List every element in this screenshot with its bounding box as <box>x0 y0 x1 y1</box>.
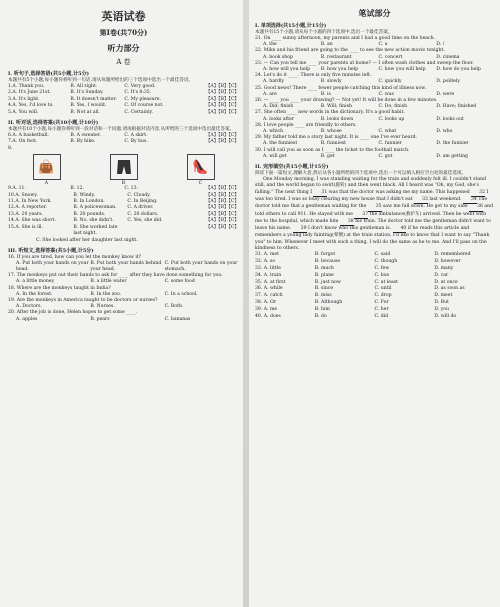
option-a: A. You will. <box>12 109 39 115</box>
question-number: 12. <box>8 205 16 211</box>
option: B. him <box>314 306 330 312</box>
option-a: A. Snowy. <box>15 192 38 198</box>
question-options <box>255 141 494 147</box>
question-stem: 16. If you are tired, how can you let the monkey know it? <box>8 254 142 260</box>
option-c: C. In Beijing. <box>127 199 158 205</box>
answer-marks: 【A】【B】【C】 <box>205 205 239 211</box>
option: B. funniest <box>320 141 347 147</box>
cloze-passage <box>255 177 494 252</box>
question-number: 4. <box>8 103 13 109</box>
option-b: B. Windy. <box>73 192 96 198</box>
option: C. what <box>378 129 397 135</box>
option-b: B. 12. <box>70 186 84 192</box>
option-b: B. By bike. <box>70 139 96 145</box>
cloze-choice-row <box>255 293 494 300</box>
option: C. For <box>374 299 389 305</box>
question-stem: 22. Mike and his friend are going to the ____ to see the new action movie tonight. <box>255 48 445 54</box>
option: 34. A. train <box>255 272 282 278</box>
option: D. remembered <box>434 252 471 258</box>
option: C. Do; finish <box>378 104 408 110</box>
question-number: 13. <box>8 211 16 217</box>
option: D. were <box>436 91 455 97</box>
option: D. cinema <box>436 54 460 60</box>
option: A. In the forest. <box>16 291 53 297</box>
option: C. few <box>374 265 390 271</box>
option: 40. A. does <box>255 313 281 319</box>
question-options <box>255 154 494 160</box>
option: 37. A. catch <box>255 293 283 299</box>
option-a: A. It's light. <box>12 96 40 102</box>
option: A. are <box>263 91 277 97</box>
option: B. looks down <box>320 116 354 122</box>
s3-heading: III. 听短文,选择答案(共5小题,计5分) <box>8 247 94 254</box>
option-c: C. My pleasure. <box>124 96 161 102</box>
option-a: A. In New York. <box>15 199 52 205</box>
question-number: 6. <box>8 133 13 139</box>
question-stem: 20. After the job is done, Helen hopes to get some ____. <box>8 310 137 316</box>
cloze-choice-row <box>255 266 494 273</box>
option: A. will get <box>263 153 287 159</box>
option-a: A. On foot. <box>12 139 38 145</box>
section1-title: 第Ⅰ卷(共70分) <box>99 28 148 37</box>
q8-picture-labels: A B C <box>44 181 203 187</box>
option: B. miss <box>314 293 332 299</box>
option: C. how you will help <box>378 67 426 73</box>
question-options <box>8 292 239 298</box>
question-stem: 23. — Can you tell me ____ your parents at home? — I often wash clothes and sweep the floor. <box>255 60 474 66</box>
question-number: 10. <box>8 192 16 198</box>
option-a: A. She was short. <box>15 218 56 224</box>
question-number: 2. <box>8 90 13 96</box>
option: A. Put both your hands on your head. <box>16 260 89 272</box>
option: B. just now <box>314 279 341 285</box>
option-b: B. In London. <box>73 199 105 205</box>
cloze-instructions: 阅读下面一篇短文,理解大意,然后从各小题所给的四个选项中,选出一个可以填入相应空白处的最佳选项。 <box>255 171 467 177</box>
option: B. much <box>314 265 334 271</box>
option: D. car <box>434 272 449 278</box>
option: A. hardly <box>263 79 285 85</box>
question-number: 1. <box>8 84 13 89</box>
option: D. the funnier <box>436 141 469 147</box>
answer-marks: 【A】【B】【C】 <box>205 84 239 89</box>
option: A. apples <box>16 316 38 322</box>
answer-marks: 【A】【B】【C】 <box>205 90 239 96</box>
question-options <box>8 279 239 285</box>
option-a: A. Yes, I'd love to. <box>12 103 54 109</box>
option-c: C. Certainly. <box>124 109 154 115</box>
mc-heading: I. 单项选择(共15小题,计15分) <box>255 23 327 29</box>
option-c: C. A skirt. <box>124 133 148 139</box>
option: B. a little water <box>90 279 127 285</box>
option: D. however <box>434 259 461 265</box>
question-number: 9. <box>8 186 13 192</box>
cloze-choice-row <box>255 273 494 280</box>
option: C. though <box>374 259 398 265</box>
answer-marks: 【A】【B】【C】 <box>205 103 239 109</box>
option: B. plane <box>314 272 334 278</box>
written-title: 笔试部分 <box>358 8 391 18</box>
answer-marks: 【A】【B】【C】 <box>205 192 239 198</box>
option-b: B. It doesn't matter. <box>70 96 117 102</box>
s2-question-list-2 <box>8 186 239 237</box>
option: B. Put both your hands behind your head. <box>90 260 162 272</box>
cloze-choice-row <box>255 300 494 307</box>
answer-marks: 【A】【B】【C】 <box>205 186 239 192</box>
option: A. a little money <box>16 279 55 285</box>
cloze-blank: 40 <box>393 226 407 233</box>
high-heel-icon: 👠 <box>187 154 215 180</box>
question-options <box>255 117 494 123</box>
option: D. meet <box>434 293 453 299</box>
option-a: A. A reporter. <box>15 205 47 211</box>
s1-question-list <box>8 84 239 116</box>
question-number: 7. <box>8 139 13 145</box>
option: A. which <box>263 129 284 135</box>
question-stem: 29. My father told me a story last night. It is ____ one I've ever heard. <box>255 135 418 141</box>
question-number: 3. <box>8 96 13 102</box>
option: D. who <box>436 129 453 135</box>
cloze-blank: 37 <box>354 212 368 219</box>
question-stem: 28. I love people ____ are friendly to others. <box>255 122 357 128</box>
question-options <box>255 79 494 85</box>
cloze-choices <box>255 252 494 320</box>
question-number: 5. <box>8 109 13 115</box>
option: A. the <box>263 42 277 48</box>
option: 31. A. met <box>255 252 279 258</box>
option: C. concert <box>378 54 403 60</box>
cloze-blank: 31 <box>313 190 327 197</box>
cloze-choice-row <box>255 314 494 321</box>
option: C. bus <box>374 272 390 278</box>
question-row <box>8 225 239 238</box>
option: B. do <box>314 313 327 319</box>
option: C. looks up <box>378 116 405 122</box>
option-a: A. 20 years. <box>15 211 43 217</box>
option: D. looks out <box>436 116 464 122</box>
option: C. at least <box>374 279 398 285</box>
option: A. the funniest <box>263 141 298 147</box>
option: B. since <box>314 286 334 292</box>
option: B. pears <box>90 316 110 322</box>
question-stem: 19. Are the monkeys in America taught to be doctors or nurses? <box>8 297 158 303</box>
option: B. get <box>320 153 335 159</box>
option: B. Although <box>314 299 343 305</box>
question-stem: 18. Where are the monkeys taught in India? <box>8 285 111 291</box>
s2-heading: II. 听对话,选择答案(共10小题,计10分) <box>8 120 99 127</box>
option-b: B. All right. <box>70 84 98 89</box>
answer-marks: 【A】【B】【C】 <box>205 139 239 145</box>
answer-marks: 【A】【B】【C】 <box>205 224 239 230</box>
option: 36. A. while <box>255 286 283 292</box>
option: C. a <box>378 42 388 48</box>
question-stem: 26. — ____ you ____ your drawing? — Not yet! It will be done in a few minutes. <box>255 98 438 104</box>
option-c: C. Yes, she did. <box>127 218 163 224</box>
option: 38. A. Or <box>255 299 276 305</box>
cloze-blank: 38 <box>340 219 354 226</box>
cloze-blank: 32 <box>471 190 485 197</box>
cloze-choice-row <box>255 259 494 266</box>
option-c: C. 20 dollars. <box>127 211 159 217</box>
option-b: B. A policewoman. <box>73 205 117 211</box>
cloze-blank: 34 <box>463 197 477 204</box>
option-a: A. 11. <box>12 186 26 192</box>
option: 35. A. at first <box>255 279 286 285</box>
answer-marks: 【A】【B】【C】 <box>205 96 239 102</box>
option: C. quickly <box>378 79 402 85</box>
option: B. is <box>320 91 331 97</box>
answer-marks: 【A】【B】【C】 <box>205 211 239 217</box>
exam-title: 英语试卷 <box>101 10 146 23</box>
option-b: B. No, she didn't. <box>73 218 114 224</box>
option: B. an <box>320 42 333 48</box>
option: B. whose <box>320 129 342 135</box>
option: C. was <box>378 91 394 97</box>
option-c: C. Very good. <box>124 84 156 89</box>
cloze-blank: 33 <box>414 197 428 204</box>
option: C. until <box>374 286 392 292</box>
question-stem: 17. The monkeys put out their hands to ask for ____ after they have done something for you. <box>8 273 223 279</box>
option: A. Doctors. <box>16 304 42 310</box>
question-options <box>255 55 494 61</box>
option: B. forgot <box>314 252 336 258</box>
s2-question-list <box>8 133 239 146</box>
answer-marks: 【A】【B】【C】 <box>205 199 239 205</box>
option: 32. A. so <box>255 259 276 265</box>
option: B. In the zoo. <box>90 291 122 297</box>
question-options <box>8 261 239 273</box>
option-b: B. Not at all. <box>70 109 100 115</box>
option-c: C. Of course not. <box>124 103 164 109</box>
option: B. Will; finish <box>320 104 352 110</box>
s2-instructions: 本题共有10个小题,每小题你将听到一段对话和一个问题,请再根据对话内容,从所给的三个选项中选出最佳答案。 <box>8 127 235 133</box>
cloze-choice-row <box>255 307 494 314</box>
option: D. Have; finished <box>436 104 477 110</box>
option: 39. A. me <box>255 306 278 312</box>
question-stem: 30. I will call you as soon as I ____ the ticket to the football match. <box>255 147 410 153</box>
option: C. In a school. <box>164 291 198 297</box>
option: B. because <box>314 259 341 265</box>
cloze-heading: II. 完形填空(共15小题,计15分) <box>255 164 329 171</box>
q8-pictures <box>8 154 239 180</box>
option: C. Put both your hands on your stomach. <box>164 260 238 272</box>
cloze-blank: 39 <box>293 226 307 233</box>
cloze-paragraph: One Monday morning, I was standing waiting for the train and suddenly felt ill. I couldn't stand still, and the world began to swirl(旋转) and then went black. All I heard was "Oh, my God, she's falling." The next thing I 31 was that the doctor was asking me my name. This happened 32 I was too tired. I was so busy clearing my new house that I didn't eat 33 last weekend. 34 The doctor told me that a gentleman waiting for the 35 saw me fall down. He got to my side 36 and told others to call 911. He stayed with me 37 the ambulance(救护车) arrived. Then he went with me to the hospital, which made him 38 his train. The doctor told me the gentleman didn't want to leave his name. 39 I don't know who this gentleman is. 40 if he reads this article and remembers a young lady fainting(晕倒) at the train station, I'd like to know that I want to say "Thank you" to him. Whenever I meet with such a thing, I will do the same as he to me. And I'll pass on the kindness to others. <box>255 177 494 252</box>
question-number: 15. <box>8 224 16 230</box>
question-stem: 24. Let's do it ____. There is only five minutes left. <box>255 73 372 79</box>
s3-question-list <box>8 255 239 323</box>
option: B. slowly <box>320 79 342 85</box>
option: A. book shop <box>263 54 293 60</box>
option-c: C. Cloudy. <box>127 192 151 198</box>
option: D. at once <box>434 279 458 285</box>
option: D. you <box>434 306 450 312</box>
option: B. how you help <box>320 67 359 73</box>
option-b: B. It's Sunday. <box>70 90 104 96</box>
answer-marks: 【A】【B】【C】 <box>205 109 239 115</box>
option-b: B. 20 pounds. <box>73 211 106 217</box>
mc-instructions: 本题共有15个小题,请从每个小题的四个选项中,选出一个最佳答案。 <box>255 30 393 35</box>
option: C. said <box>374 252 391 258</box>
option: C. her <box>374 306 389 312</box>
option: D. as soon as <box>434 286 465 292</box>
option: B. Nurses. <box>90 304 115 310</box>
option: B. restaurant <box>320 54 352 60</box>
option: 33. A. little <box>255 265 281 271</box>
option: C. Both. <box>164 304 184 310</box>
listening-title: 听力部分 <box>107 43 140 53</box>
option-a: A. A basketball. <box>12 133 49 139</box>
option: A. how will you help <box>263 67 311 73</box>
shorts-icon <box>110 154 138 180</box>
question-number: 14. <box>8 218 16 224</box>
option: C. some food <box>164 279 195 285</box>
option: A. Did; finish <box>263 104 294 110</box>
q15-option-c: C. She looked after her daughter last night. <box>36 237 138 243</box>
answer-marks: 【A】【B】【C】 <box>205 133 239 139</box>
handbag-icon: 👜 <box>33 154 61 180</box>
cloze-blank: 36 <box>469 204 483 211</box>
option: C. funnier <box>378 141 402 147</box>
option: C. did <box>374 313 389 319</box>
option: A. looks after <box>263 116 295 122</box>
question-stem: 25. Good news! There ____ fewer people catching this kind of illness now. <box>255 85 427 91</box>
option-b: B. A sweater. <box>70 133 101 139</box>
option-a: A. She is ill. <box>15 224 43 230</box>
option-a: A. It's June 21st. <box>12 90 51 96</box>
option: D. politely <box>436 79 460 85</box>
question-row <box>8 110 239 116</box>
option: C. drop <box>374 293 392 299</box>
question-stem: 21. On ____ sunny afternoon, my parents and I had a good time on the beach. <box>255 36 436 41</box>
cloze-blank: 35 <box>368 204 382 211</box>
mc-question-list <box>255 36 494 160</box>
option: C. bananas <box>164 316 191 322</box>
question-stem: 27. She often ____ new words in the dictionary. It's a good habit. <box>255 110 405 116</box>
option: D. will do <box>434 313 457 319</box>
q8-row: 8. <box>8 145 13 151</box>
left-column <box>0 0 243 607</box>
answer-marks: 【A】【B】【C】 <box>205 218 239 224</box>
option-b: B. She worked late last night. <box>73 224 118 237</box>
option-a: A. Thank you. <box>12 84 45 89</box>
option-c: C. 13. <box>124 186 138 192</box>
option-c: C. A driver. <box>127 205 154 211</box>
part-a-label: A 卷 <box>116 58 131 66</box>
option: D. many <box>434 265 454 271</box>
s1-instructions: 本题共有5个小题,每小题你将听到一句话,请从每题所给出的三个选项中选出一个最佳答语。 <box>8 78 194 83</box>
option-c: C. By bus. <box>124 139 148 145</box>
option: C. got <box>378 153 393 159</box>
option: D. But <box>434 299 449 305</box>
option: D. am getting <box>436 153 468 159</box>
option: D. how do you help <box>436 67 481 73</box>
s1-heading: I. 听句子,选择答语(共5小题,计5分) <box>8 71 89 77</box>
option: D. / <box>436 42 445 48</box>
question-options <box>8 317 239 323</box>
option-b: B. Yes, I would. <box>70 103 107 109</box>
right-column <box>249 0 500 607</box>
question-number: 11. <box>8 199 16 205</box>
option-c: C. It's 8:35. <box>124 90 152 96</box>
